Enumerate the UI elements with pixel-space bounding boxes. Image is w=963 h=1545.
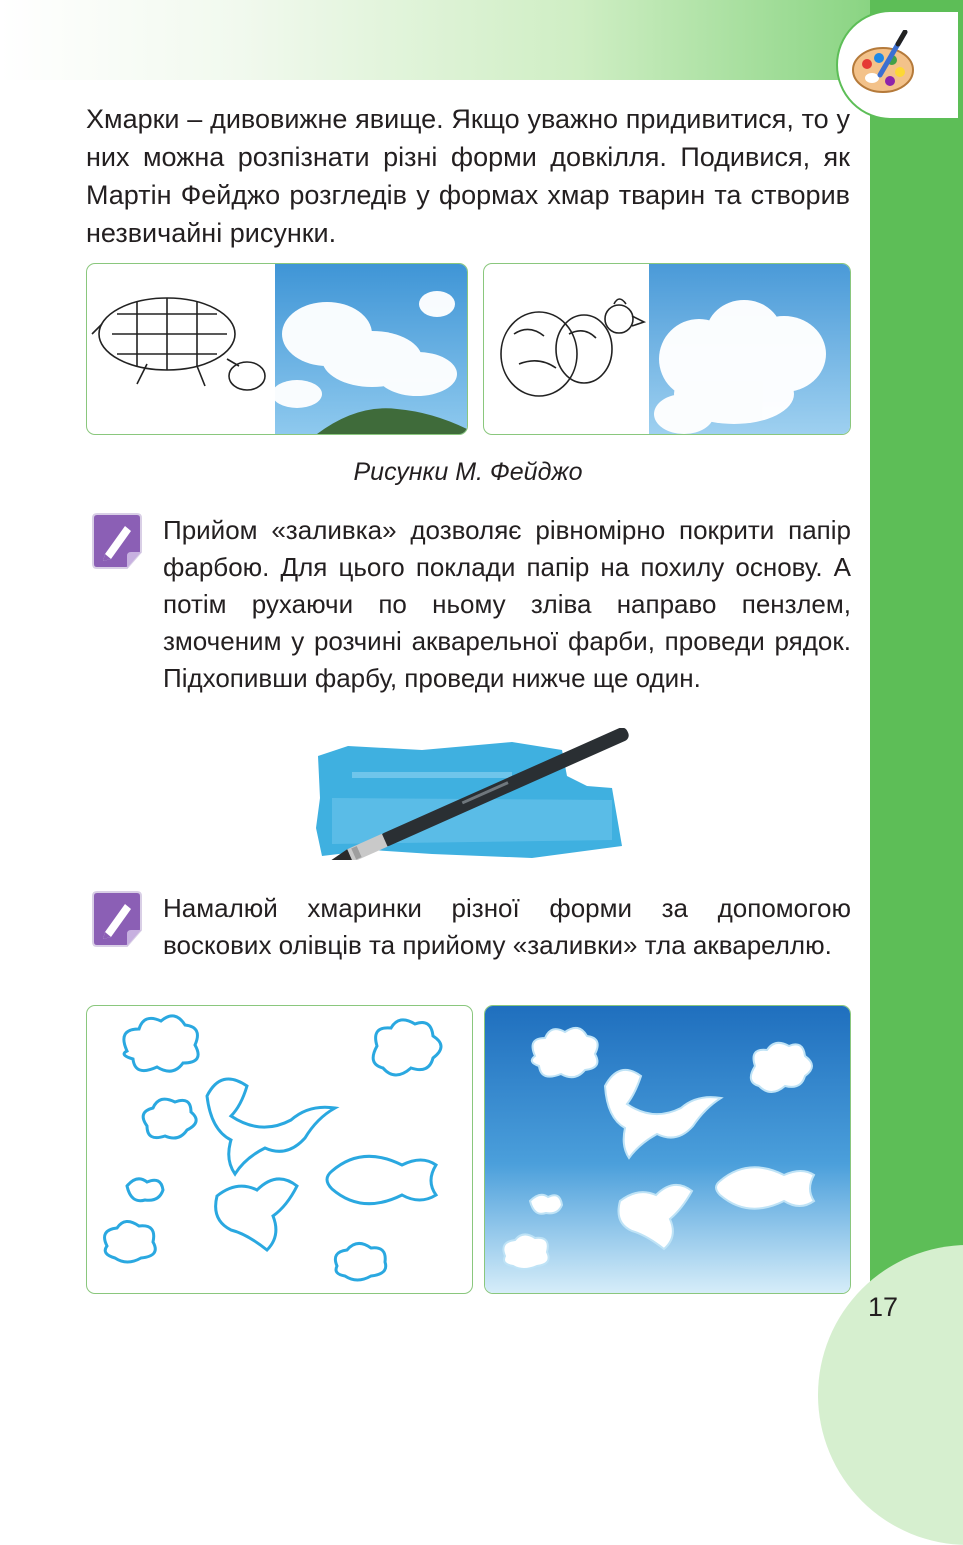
art-palette-icon (850, 30, 920, 100)
task-draw-clouds-text: Намалюй хмаринки різної форми за допомогою воскових олівців та прийому «заливки» тла аквареллю. (163, 893, 851, 960)
wax-crayon-outlines (86, 1005, 473, 1294)
watercolor-wash-result (484, 1005, 851, 1294)
intro-paragraph: Хмарки – дивовижне явище. Якщо уважно придивитися, то у них можна розпізнати різні форми довкілля. Подивися, як Мартін Фейджо розгледів у формах хмар тварин та створив незвичайні рисунки. (86, 104, 850, 248)
task-fill-technique-text: Прийом «заливка» дозволяє рівномірно покрити папір фарбою. Для цього поклади папір на похилу основу. А потім рухаючи по ньому зліва направо пензлем, змоченим у розчині акварельної фарби, проведи рядок. Підхопивши фарбу, проведи нижче ще один. (163, 515, 851, 693)
figures-caption: Рисунки М. Фейджо (353, 458, 583, 486)
pencil-note-icon (89, 890, 145, 950)
header-band (0, 0, 963, 80)
pencil-note-icon (89, 512, 145, 572)
page-number: 17 (868, 1292, 899, 1322)
hen-sketch-and-cloud-photo (483, 263, 851, 435)
side-band (870, 0, 963, 1394)
turtle-sketch-and-cloud-photo (86, 263, 468, 435)
brush-wash-illustration (312, 728, 632, 860)
